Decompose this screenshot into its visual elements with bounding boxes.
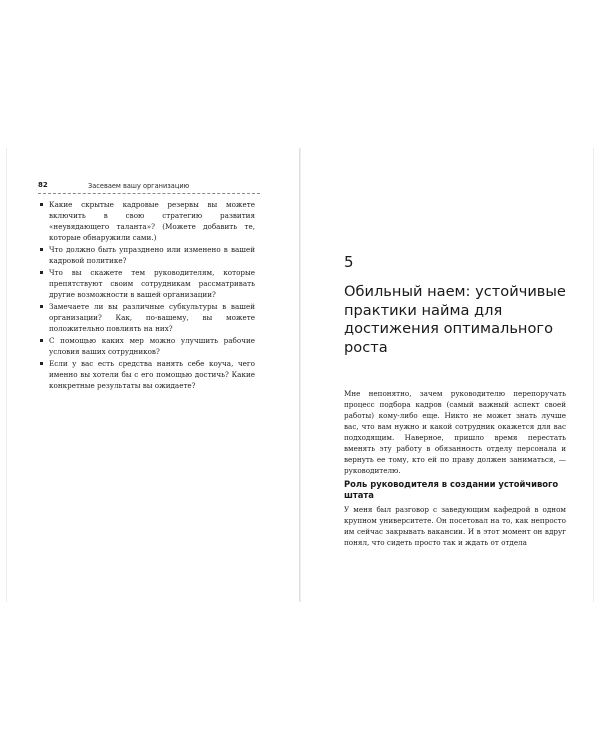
question-text: Какие скрытые кадровые резервы вы можете включить в свою стратегию развития «неувядающего таланта»? (Можете добавить те, которые обнаружили сами.) xyxy=(49,200,255,242)
bullet-icon xyxy=(40,271,43,274)
running-header xyxy=(38,181,260,193)
list-item xyxy=(40,199,255,243)
question-text: С помощью каких мер можно улучшить рабочие условия ваших сотрудников? xyxy=(49,336,255,356)
bullet-icon xyxy=(40,248,43,251)
running-title: Засеваем вашу организацию xyxy=(88,181,190,190)
question-text: Замечаете ли вы различные субкультуры в вашей организации? Как, по-вашему, вы можете положительно повлиять на них? xyxy=(49,302,255,333)
list-item xyxy=(40,301,255,334)
bullet-icon xyxy=(40,305,43,308)
page-number: 82 xyxy=(38,181,48,189)
bullet-icon xyxy=(40,203,43,206)
question-text: Если у вас есть средства нанять себе коуча, чего именно вы хотели бы с его помощью достичь? Какие конкретные результаты вы ожидаете? xyxy=(49,359,255,390)
right-page xyxy=(301,0,600,750)
chapter-title: Обильный наем: устойчивые практики найма для достижения оптимального роста xyxy=(344,283,566,356)
chapter-number: 5 xyxy=(344,253,354,271)
question-text: Что вы скажете тем руководителям, которые препятствуют своим сотрудникам рассматривать другие возможности в вашей организации? xyxy=(49,268,255,299)
list-item xyxy=(40,267,255,300)
question-list xyxy=(40,199,255,392)
list-item xyxy=(40,358,255,391)
list-item xyxy=(40,335,255,357)
header-rule xyxy=(38,193,260,194)
section-title: Роль руководителя в создании устойчивого штата xyxy=(344,479,559,500)
intro-paragraph: Мне непонятно, зачем руководителю перепоручать процесс подбора кадров (самый важный аспект своей работы) кому-либо еще. Никто не может знать лучше вас, что вам нужно и какой сотрудник окажется для вас подходящим. Наверное, пришло время перестать вменять эту работу в обязанность отделу персонала и вернуть ее тому, кто ей по праву должен заниматься, — руководителю. xyxy=(344,389,566,475)
section-paragraph: У меня был разговор с заведующим кафедрой в одном крупном университете. Он посетовал на то, как непросто им сейчас закрывать вакансии. И в этот момент он вдруг понял, что сидеть просто так и ждать от отдела xyxy=(344,505,566,547)
bullet-icon xyxy=(40,339,43,342)
bullet-icon xyxy=(40,362,43,365)
list-item xyxy=(40,244,255,266)
question-text: Что должно быть упразднено или изменено в вашей кадровой политике? xyxy=(49,245,255,265)
